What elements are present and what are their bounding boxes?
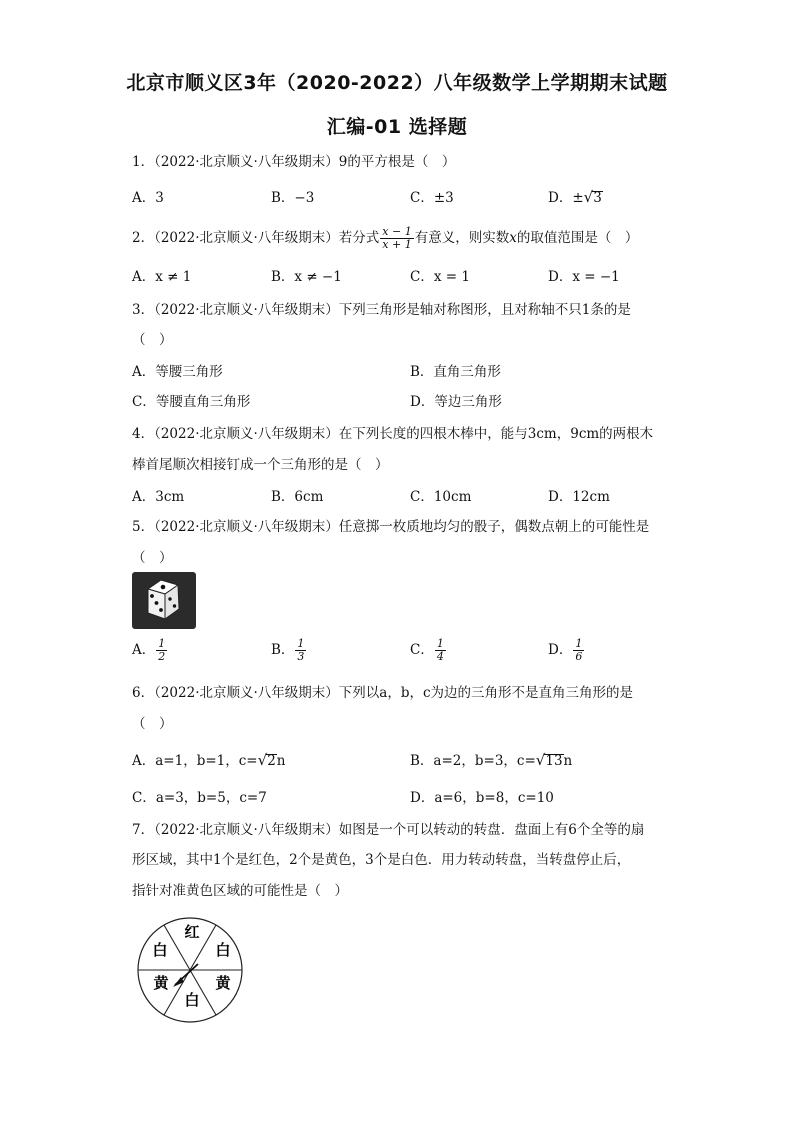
question-6-paren: （ ） [132,716,173,732]
q3-option-b: B．直角三角形 [410,364,501,380]
q1-option-c: C．±3 [410,190,454,206]
spinner-diagram [134,916,248,1024]
question-1-text: 1．（2022·北京顺义·八年级期末）9的平方根是（ ） [132,154,456,170]
q6-option-c: C．a=3，b=5，c=7 [132,790,267,806]
sector-label-white-1: 白 [215,941,231,959]
q3-option-d: D．等边三角形 [410,394,502,410]
question-3-text: 3．（2022·北京顺义·八年级期末）下列三角形是轴对称图形，且对称轴不只1条的是 [132,302,631,318]
question-7-text-1: 7．（2022·北京顺义·八年级期末）如图是一个可以转动的转盘．盘面上有6个全等的扇 [132,822,645,838]
q2-option-c: C．x = 1 [410,269,470,285]
q3-option-c: C．等腰直角三角形 [132,394,251,410]
q4-option-b: B．6cm [271,489,324,505]
q1-option-d: D．±√3 [548,188,602,206]
q2-option-d: D．x = −1 [548,269,620,285]
sector-label-red: 红 [184,923,200,941]
page-title-line1: 北京市顺义区3年（2020-2022）八年级数学上学期期末试题 [126,72,668,94]
q5-option-c: C． $\frac{1}{4}$ [410,637,444,663]
question-7-text-2: 形区域，其中1个是红色，2个是黄色，3个是白色．用力转动转盘，当转盘停止后， [132,852,631,868]
question-6-text: 6．（2022·北京顺义·八年级期末）下列以a，b，c为边的三角形不是直角三角形的是 [132,685,634,701]
q4-option-c: C．10cm [410,489,472,505]
q6-option-a: A．a=1，b=1，c=√2n [132,751,286,769]
q2-fraction: $\frac{x - 1}{x + 1}$ [382,225,412,251]
question-5-paren: （ ） [132,550,173,566]
question-3-paren: （ ） [132,332,173,348]
question-4-text-1: 4．（2022·北京顺义·八年级期末）在下列长度的四根木棒中，能与3cm，9cm的两根木 [132,426,654,442]
q3-option-a: A．等腰三角形 [132,364,223,380]
q6-option-b: B．a=2，b=3，c=√13n [410,751,573,769]
q1-option-a: A．3 [132,190,164,206]
sector-label-yellow-2: 黄 [153,974,169,992]
question-2-text: 2．（2022·北京顺义·八年级期末）若分式 $\frac{x - 1}{x + 1}$ 有意义，则实数x的取值范围是（ ） [132,225,639,251]
sector-label-white-2: 白 [184,991,200,1009]
sector-label-white-3: 白 [152,941,168,959]
q4-option-d: D．12cm [548,489,610,505]
q4-option-a: A．3cm [132,489,185,505]
page-title-line2: 汇编-01 选择题 [326,116,468,138]
dice-image [132,572,196,629]
q1-option-b: B．−3 [271,190,315,206]
q2-option-b: B．x ≠ −1 [271,269,342,285]
sector-label-yellow-1: 黄 [215,974,231,992]
q5-option-b: B． $\frac{1}{3}$ [271,637,305,663]
q5-option-a: A． $\frac{1}{2}$ [132,637,166,663]
question-4-text-2: 棒首尾顺次相接钉成一个三角形的是（ ） [132,457,389,473]
q2-option-a: A．x ≠ 1 [132,269,192,285]
question-7-text-3: 指针对准黄色区域的可能性是（ ） [132,883,348,899]
q5-option-d: D． $\frac{1}{6}$ [548,637,583,663]
question-5-text: 5．（2022·北京顺义·八年级期末）任意掷一枚质地均匀的骰子，偶数点朝上的可能性是 [132,519,650,535]
q6-option-d: D．a=6，b=8，c=10 [410,790,554,806]
